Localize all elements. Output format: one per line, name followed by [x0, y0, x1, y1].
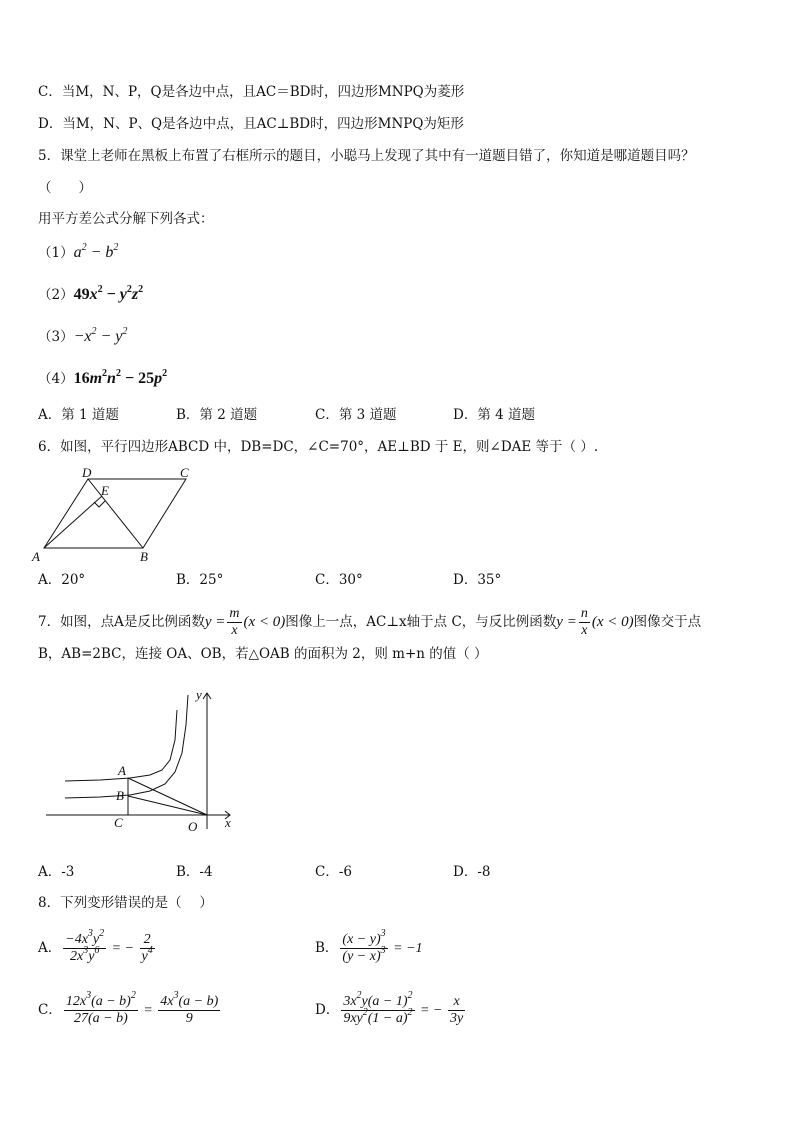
- segment-ob: [128, 796, 207, 815]
- q5-option-c: C．第 3 道题: [315, 407, 397, 423]
- question-5-item-2: $(2)49x^2 - y^2z^2$: [38, 284, 144, 303]
- question-5-item-1: $(1)a^2 - b^2$: [38, 242, 119, 261]
- q7-option-c: C．-6: [315, 864, 352, 880]
- option-c-text: C．当M，N、P，Q是各边中点，且AC＝BD时，四边形MNPQ为菱形: [38, 84, 465, 100]
- option-d-text: D．当M，N、P、Q是各边中点，且AC⊥BD时，四边形MNPQ为矩形: [38, 116, 464, 132]
- label-c: C: [114, 815, 123, 830]
- expr-3: $-x^2 - y^2$: [73, 326, 128, 345]
- q8-option-c: C． $\frac{12x^3(a - b)^2}{27(a - b)}$ = $\frac{4x^3(a - b)}{9}$: [38, 990, 219, 1026]
- expr-2: $49x^2 - y^2z^2$: [73, 284, 144, 303]
- curve-n: [65, 695, 188, 798]
- q5-option-b: B．第 2 道题: [176, 407, 258, 423]
- q7-option-d: D．-8: [453, 864, 491, 880]
- segment-ae: [44, 496, 102, 548]
- q6-option-a: A．20°: [38, 572, 86, 588]
- label-a: A: [118, 763, 126, 778]
- question-7-stem: 7．如图，点A是反比例函数y = $\frac{m}{x}$ (x < 0)图像上一点，AC⊥x轴于点 C，与反比例函数y = $\frac{n}{x}$ (x < 0)图像交于点: [38, 606, 702, 638]
- question-5-item-3: $(3)-x^2 - y^2$: [38, 326, 128, 345]
- question-5-paren: （ ）: [38, 180, 92, 196]
- question-5-task: 用平方差公式分解下列各式：: [38, 211, 214, 227]
- segment-db: [88, 479, 143, 548]
- parallelogram-figure: [30, 463, 200, 563]
- q8-option-b: B． $\frac{(x - y)^3}{(y - x)^3}$ = −1: [315, 928, 423, 964]
- label-b: B: [116, 788, 124, 803]
- question-7-line2: B，AB=2BC，连接 OA、OB，若△OAB 的面积为 2，则 m+n 的值（ ）: [38, 646, 488, 662]
- label-o: O: [188, 819, 198, 834]
- question-5-item-4: $(4)16m^2n^2 - 25p^2$: [38, 368, 168, 387]
- label-d: D: [82, 465, 92, 480]
- label-x: x: [225, 815, 231, 830]
- expr-4: $16m^2n^2 - 25p^2$: [73, 368, 168, 387]
- label-e: E: [101, 483, 109, 498]
- hyperbola-figure: [40, 685, 250, 835]
- q6-option-b: B．25°: [176, 572, 224, 588]
- expr-1: $a^2 - b^2$: [73, 242, 119, 261]
- label-y: y: [196, 687, 202, 702]
- question-8-stem: 8．下列变形错误的是（ ）: [38, 895, 213, 911]
- question-5-stem: 5．课堂上老师在黑板上布置了右框所示的题目，小聪马上发现了其中有一道题目错了，你知道是哪道题目吗？: [38, 148, 695, 164]
- question-6-stem: 6．如图，平行四边形ABCD 中，DB=DC，∠C=70°，AE⊥BD 于 E，则∠DAE 等于（ ）.: [38, 439, 599, 455]
- q8-option-a: A． $\frac{-4x^3y^2}{2x^3y^6}$ = − $\frac{2}{y^4}$: [38, 928, 153, 964]
- label-b: B: [140, 549, 148, 563]
- q5-option-d: D．第 4 道题: [453, 407, 535, 423]
- q6-option-c: C．30°: [315, 572, 363, 588]
- q6-option-d: D．35°: [453, 572, 502, 588]
- q8-option-d: D． $\frac{3x^2y(a - 1)^2}{9xy^2(1 - a)^2}$ = − $\frac{x}{3y}$: [315, 990, 464, 1026]
- q7-option-b: B．-4: [176, 864, 213, 880]
- label-c: C: [180, 465, 189, 480]
- segment-oa: [128, 778, 207, 815]
- label-a: A: [32, 549, 40, 563]
- q5-option-a: A．第 1 道题: [38, 407, 119, 423]
- q7-option-a: A．-3: [38, 864, 75, 880]
